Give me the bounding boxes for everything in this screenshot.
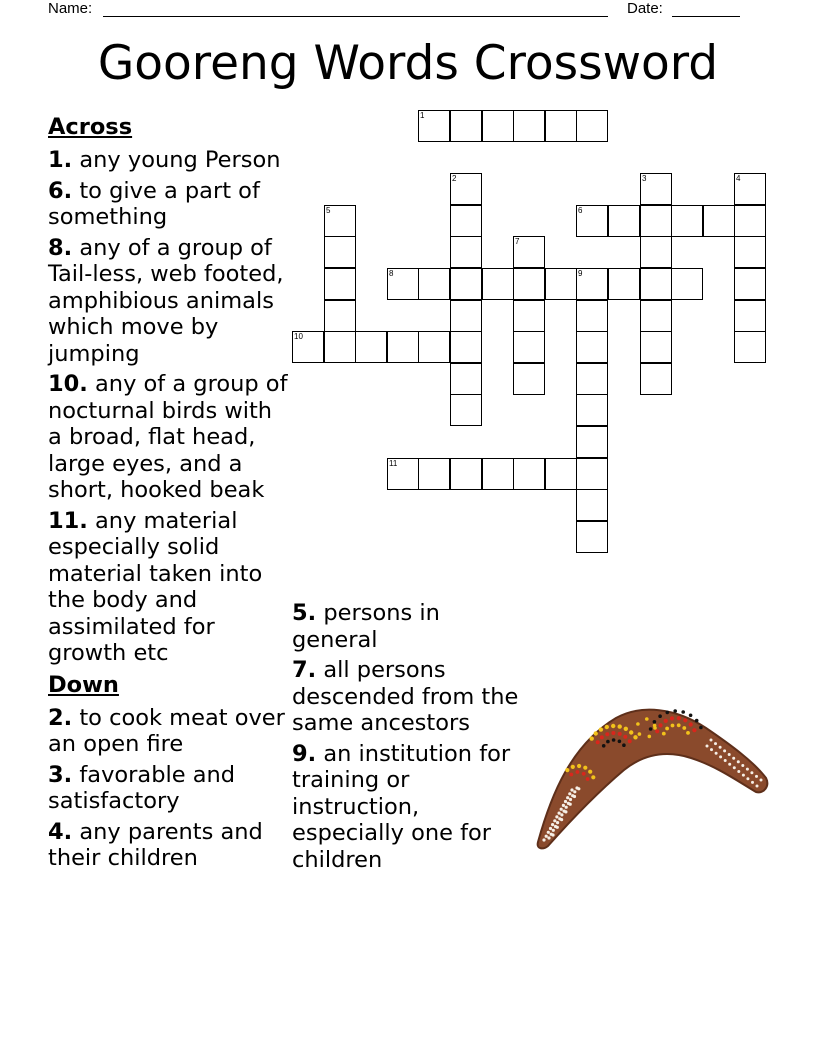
crossword-cell[interactable] bbox=[576, 426, 608, 458]
boomerang-dot bbox=[653, 724, 657, 728]
boomerang-dot bbox=[576, 770, 580, 774]
boomerang-dot bbox=[553, 819, 556, 822]
crossword-cell[interactable] bbox=[292, 331, 324, 363]
boomerang-dot bbox=[714, 742, 717, 745]
boomerang-dot bbox=[710, 739, 713, 742]
crossword-cell[interactable] bbox=[513, 110, 545, 142]
boomerang-dot bbox=[719, 755, 722, 758]
boomerang-dot bbox=[706, 745, 709, 748]
cell-number: 1 bbox=[420, 111, 425, 120]
clue-text: any of a group of Tail-less, web footed, amphibious animals which move by jumping bbox=[48, 234, 284, 367]
boomerang-dot bbox=[590, 736, 594, 740]
boomerang-dot bbox=[655, 729, 659, 733]
crossword-cell[interactable] bbox=[513, 331, 545, 363]
crossword-cell[interactable] bbox=[418, 458, 450, 490]
boomerang-dot bbox=[551, 823, 554, 826]
boomerang-dot bbox=[665, 727, 669, 731]
across-heading: Across bbox=[48, 114, 133, 140]
crossword-cell[interactable] bbox=[450, 173, 482, 205]
clue-number: 1. bbox=[48, 147, 73, 173]
cell-number: 7 bbox=[515, 237, 520, 246]
crossword-cell[interactable] bbox=[640, 205, 672, 237]
boomerang-dot bbox=[715, 752, 718, 755]
clue-text: to give a part of something bbox=[48, 177, 260, 230]
boomerang-dot bbox=[741, 764, 744, 767]
boomerang-dot bbox=[618, 740, 622, 744]
crossword-cell[interactable] bbox=[482, 268, 514, 300]
boomerang-dot bbox=[554, 825, 557, 828]
crossword-cell[interactable] bbox=[324, 300, 356, 332]
crossword-cell[interactable] bbox=[576, 205, 608, 237]
boomerang-dot bbox=[666, 711, 670, 715]
boomerang-dot bbox=[594, 731, 598, 735]
clue-text: any parents and their children bbox=[48, 818, 263, 871]
boomerang-dot bbox=[583, 766, 587, 770]
crossword-cell[interactable] bbox=[450, 205, 482, 237]
clue-text: to cook meat over an open fire bbox=[48, 704, 285, 757]
cell-number: 5 bbox=[326, 206, 331, 215]
crossword-cell[interactable] bbox=[387, 458, 419, 490]
crossword-cell[interactable] bbox=[450, 300, 482, 332]
boomerang-dot bbox=[573, 790, 576, 793]
boomerang-dot bbox=[658, 723, 662, 727]
crossword-cell[interactable] bbox=[513, 300, 545, 332]
boomerang-dot bbox=[552, 829, 555, 832]
boomerang-dot bbox=[564, 800, 567, 803]
boomerang-dot bbox=[733, 766, 736, 769]
cell-number: 3 bbox=[642, 174, 647, 183]
crossword-cell[interactable] bbox=[734, 300, 766, 332]
crossword-cell[interactable] bbox=[324, 236, 356, 268]
clue-down-3 bbox=[48, 762, 288, 815]
crossword-cell[interactable] bbox=[576, 458, 608, 490]
crossword-cell[interactable] bbox=[576, 268, 608, 300]
boomerang-dot bbox=[588, 770, 592, 774]
boomerang-dot bbox=[649, 727, 653, 731]
crossword-cell[interactable] bbox=[482, 458, 514, 490]
clue-number: 3. bbox=[48, 761, 73, 788]
crossword-cell[interactable] bbox=[545, 458, 577, 490]
crossword-cell[interactable] bbox=[734, 331, 766, 363]
boomerang-dot bbox=[618, 724, 622, 728]
boomerang-dot bbox=[600, 735, 604, 739]
boomerang-dot bbox=[623, 735, 627, 739]
boomerang-body bbox=[538, 710, 768, 849]
crossword-cell[interactable] bbox=[450, 236, 482, 268]
date-label: Date: bbox=[627, 0, 663, 17]
crossword-cell[interactable] bbox=[387, 331, 419, 363]
clue-down-9 bbox=[292, 741, 532, 874]
boomerang-dot bbox=[605, 725, 609, 729]
boomerang-dot bbox=[689, 714, 693, 718]
boomerang-dot bbox=[719, 746, 722, 749]
crossword-cell[interactable] bbox=[513, 458, 545, 490]
boomerang-dot bbox=[566, 796, 569, 799]
boomerang-dot bbox=[569, 773, 573, 777]
boomerang-dot bbox=[673, 709, 677, 713]
clues-column-left bbox=[48, 113, 288, 876]
boomerang-dot bbox=[636, 722, 640, 726]
boomerang-dot bbox=[692, 728, 696, 732]
crossword-cell[interactable] bbox=[513, 363, 545, 395]
boomerang-dot bbox=[746, 768, 749, 771]
crossword-cell[interactable] bbox=[418, 110, 450, 142]
crossword-cell[interactable] bbox=[576, 331, 608, 363]
boomerang-dot bbox=[545, 835, 548, 838]
boomerang-dot bbox=[670, 716, 674, 720]
crossword-cell[interactable] bbox=[734, 205, 766, 237]
boomerang-dot bbox=[591, 775, 595, 779]
boomerang-dot bbox=[571, 794, 574, 797]
boomerang-dot bbox=[611, 731, 615, 735]
boomerang-dot bbox=[760, 779, 763, 782]
crossword-cell[interactable] bbox=[576, 300, 608, 332]
clue-text: all persons descended from the same ancestors bbox=[292, 657, 519, 736]
boomerang-dot bbox=[567, 802, 570, 805]
clue-across-11 bbox=[48, 508, 288, 667]
crossword-cell[interactable] bbox=[576, 489, 608, 521]
crossword-cell[interactable] bbox=[450, 363, 482, 395]
cell-number: 10 bbox=[294, 332, 303, 341]
down-heading: Down bbox=[48, 671, 119, 698]
clue-text: any material especially solid material taken into the body and assimilated for growth etc bbox=[48, 507, 263, 666]
cell-number: 11 bbox=[389, 459, 398, 468]
boomerang-dot bbox=[570, 788, 573, 791]
boomerang-dot bbox=[605, 732, 609, 736]
crossword-cell[interactable] bbox=[640, 363, 672, 395]
boomerang-dot bbox=[549, 827, 552, 830]
crossword-cell[interactable] bbox=[640, 268, 672, 300]
boomerang-dot bbox=[577, 764, 581, 768]
crossword-cell[interactable] bbox=[576, 363, 608, 395]
boomerang-dot bbox=[568, 792, 571, 795]
clue-number: 2. bbox=[48, 704, 73, 731]
crossword-cell[interactable] bbox=[545, 268, 577, 300]
boomerang-illustration bbox=[526, 700, 776, 850]
clue-number: 5. bbox=[292, 600, 317, 626]
crossword-cell[interactable] bbox=[576, 110, 608, 142]
name-label: Name: bbox=[48, 0, 93, 17]
cell-number: 8 bbox=[389, 269, 394, 278]
clue-number: 10. bbox=[48, 371, 88, 397]
boomerang-dot bbox=[602, 744, 606, 748]
clue-across-10 bbox=[48, 371, 288, 504]
crossword-cell[interactable] bbox=[640, 300, 672, 332]
clue-across-6 bbox=[48, 178, 288, 231]
boomerang-dot bbox=[724, 759, 727, 762]
crossword-cell[interactable] bbox=[671, 268, 703, 300]
crossword-cell[interactable] bbox=[640, 331, 672, 363]
boomerang-dot bbox=[689, 722, 693, 726]
clue-text: any of a group of nocturnal birds with a broad, flat head, large eyes, and a short, hooked beak bbox=[48, 371, 288, 503]
boomerang-dot bbox=[686, 731, 690, 735]
boomerang-dot bbox=[547, 831, 550, 834]
boomerang-dot bbox=[681, 710, 685, 714]
boomerang-dot bbox=[671, 724, 675, 728]
crossword-cell[interactable] bbox=[734, 268, 766, 300]
crossword-cell[interactable] bbox=[450, 394, 482, 426]
cell-number: 6 bbox=[578, 206, 583, 215]
boomerang-dot bbox=[622, 743, 626, 747]
boomerang-dot bbox=[633, 735, 637, 739]
boomerang-dot bbox=[628, 739, 632, 743]
boomerang-dot bbox=[565, 806, 568, 809]
crossword-cell[interactable] bbox=[418, 268, 450, 300]
boomerang-dot bbox=[629, 730, 633, 734]
boomerang-dot bbox=[582, 772, 586, 776]
clue-text: favorable and satisfactory bbox=[48, 761, 236, 814]
boomerang-dot bbox=[755, 775, 758, 778]
crossword-cell[interactable] bbox=[734, 173, 766, 205]
crossword-cell[interactable] bbox=[671, 205, 703, 237]
boomerang-dot bbox=[560, 813, 563, 816]
boomerang-dot bbox=[612, 738, 616, 742]
clue-number: 11. bbox=[48, 507, 88, 534]
boomerang-dot bbox=[737, 770, 740, 773]
boomerang-dot bbox=[638, 732, 642, 736]
crossword-cell[interactable] bbox=[482, 110, 514, 142]
clue-text: an institution for training or instruction, especially one for children bbox=[292, 740, 511, 873]
clue-across-1 bbox=[48, 147, 288, 174]
boomerang-dot bbox=[542, 838, 545, 841]
crossword-cell[interactable] bbox=[450, 110, 482, 142]
crossword-cell[interactable] bbox=[608, 268, 640, 300]
boomerang-dot bbox=[695, 719, 699, 723]
boomerang-dot bbox=[658, 714, 662, 718]
crossword-cell[interactable] bbox=[418, 331, 450, 363]
clue-down-7 bbox=[292, 657, 532, 737]
boomerang-dot bbox=[645, 717, 649, 721]
boomerang-dot bbox=[664, 719, 668, 723]
boomerang-dot bbox=[555, 815, 558, 818]
crossword-cell[interactable] bbox=[450, 331, 482, 363]
cell-number: 2 bbox=[452, 174, 457, 183]
crossword-cell[interactable] bbox=[324, 331, 356, 363]
crossword-cell[interactable] bbox=[545, 110, 577, 142]
boomerang-dot bbox=[571, 765, 575, 769]
crossword-cell[interactable] bbox=[640, 236, 672, 268]
boomerang-dot bbox=[586, 777, 590, 781]
clue-number: 9. bbox=[292, 740, 317, 767]
boomerang-dot bbox=[723, 749, 726, 752]
clue-number: 4. bbox=[48, 818, 73, 845]
boomerang-dot bbox=[751, 781, 754, 784]
crossword-cell[interactable] bbox=[450, 268, 482, 300]
boomerang-dot bbox=[756, 785, 759, 788]
boomerang-dot bbox=[677, 723, 681, 727]
boomerang-dot bbox=[624, 727, 628, 731]
clue-number: 6. bbox=[48, 177, 73, 204]
boomerang-dot bbox=[562, 804, 565, 807]
boomerang-dot bbox=[565, 768, 569, 772]
page-title: Gooreng Words Crossword bbox=[97, 36, 719, 91]
boomerang-dot bbox=[611, 724, 615, 728]
boomerang-dot bbox=[677, 716, 681, 720]
boomerang-dot bbox=[606, 740, 610, 744]
clue-down-2 bbox=[48, 705, 288, 758]
boomerang-dot bbox=[599, 727, 603, 731]
boomerang-dot bbox=[575, 786, 578, 789]
crossword-cell[interactable] bbox=[387, 268, 419, 300]
clue-text: any young Person bbox=[79, 147, 281, 173]
boomerang-dot bbox=[682, 726, 686, 730]
boomerang-dot bbox=[737, 760, 740, 763]
cell-number: 9 bbox=[578, 269, 583, 278]
boomerang-dot bbox=[732, 757, 735, 760]
boomerang-dot bbox=[550, 833, 553, 836]
cell-number: 4 bbox=[736, 174, 741, 183]
boomerang-dot bbox=[683, 718, 687, 722]
boomerang-dot bbox=[558, 812, 561, 815]
crossword-cell[interactable] bbox=[703, 205, 735, 237]
boomerang-dot bbox=[560, 808, 563, 811]
boomerang-dot bbox=[618, 732, 622, 736]
clues-column-right bbox=[292, 600, 532, 877]
boomerang-dot bbox=[653, 720, 657, 724]
crossword-cell[interactable] bbox=[734, 236, 766, 268]
clue-down-4 bbox=[48, 819, 288, 872]
boomerang-dot bbox=[699, 726, 703, 730]
crossword-cell[interactable] bbox=[576, 521, 608, 553]
boomerang-dot bbox=[547, 836, 550, 839]
crossword-cell[interactable] bbox=[450, 458, 482, 490]
boomerang-dot bbox=[662, 732, 666, 736]
crossword-cell[interactable] bbox=[513, 268, 545, 300]
crossword-cell[interactable] bbox=[640, 173, 672, 205]
boomerang-dot bbox=[569, 798, 572, 801]
boomerang-dot bbox=[750, 771, 753, 774]
boomerang-dot bbox=[558, 817, 561, 820]
clue-text: persons in general bbox=[292, 600, 440, 653]
boomerang-dot bbox=[746, 777, 749, 780]
clue-down-5 bbox=[292, 600, 532, 653]
crossword-cell[interactable] bbox=[576, 394, 608, 426]
crossword-cell[interactable] bbox=[513, 236, 545, 268]
crossword-cell[interactable] bbox=[324, 268, 356, 300]
clue-across-8 bbox=[48, 235, 288, 368]
boomerang-dot bbox=[728, 753, 731, 756]
boomerang-dot bbox=[596, 740, 600, 744]
clue-number: 8. bbox=[48, 234, 73, 261]
boomerang-dot bbox=[556, 821, 559, 824]
crossword-cell[interactable] bbox=[324, 205, 356, 237]
boomerang-dot bbox=[728, 763, 731, 766]
boomerang-dot bbox=[710, 748, 713, 751]
crossword-cell[interactable] bbox=[355, 331, 387, 363]
boomerang-dot bbox=[648, 735, 652, 739]
clue-number: 7. bbox=[292, 657, 317, 683]
boomerang-dot bbox=[563, 810, 566, 813]
boomerang-dot bbox=[742, 774, 745, 777]
crossword-cell[interactable] bbox=[608, 205, 640, 237]
